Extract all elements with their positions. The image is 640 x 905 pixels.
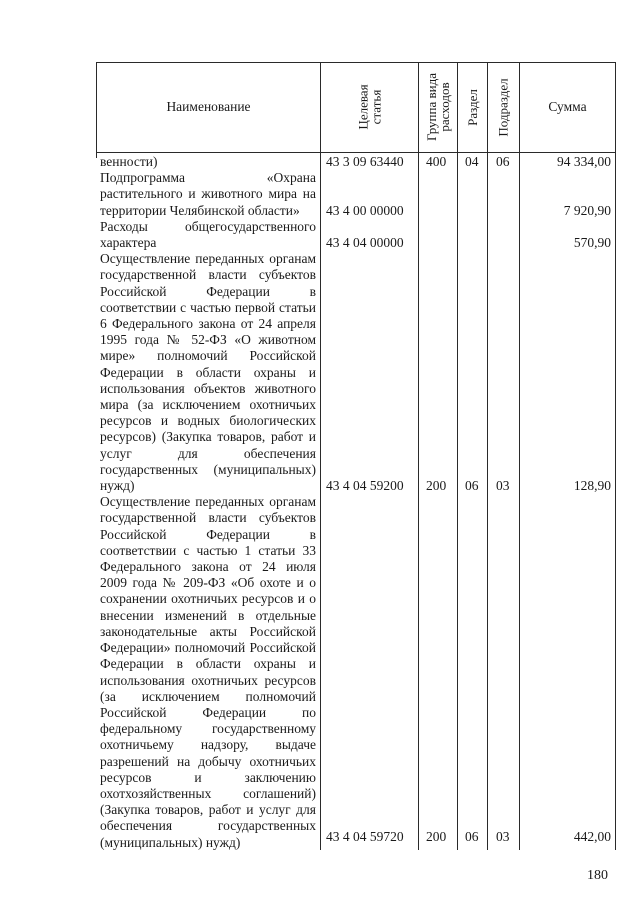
header-section-text: Раздел	[465, 88, 480, 126]
header-expense-group	[419, 62, 457, 152]
col-divider-group	[457, 62, 458, 850]
row-group: 400	[426, 154, 447, 169]
row-code: 43 4 00 00000	[326, 203, 404, 218]
header-expense-group-text: Группа вида расходов	[424, 73, 453, 141]
header-sum-text: Сумма	[548, 99, 587, 114]
header-target-article	[321, 62, 418, 152]
row-code: 43 4 04 59720	[326, 829, 404, 844]
name-column	[100, 154, 316, 851]
row-name: Осуществление переданных органам государственной власти субъектов Российской Федерации в соответствии с частью 1 статьи 33 Федерального закона от 24 июля 2009 года № 209-ФЗ «Об охоте и о сохранении охотничьих ресурсов и о внесении изменений в отдельные законодательные акты Российской Федерации» полномочий Российской Федерации в области охраны и использования охотничьих ресурсов (за исключением полномочий Российской Федерации по федеральному государственному охотничьему надзору, выдаче разрешений на добычу охотничьих ресурсов и заключению охотхозяйственных соглашений) (Закупка товаров, работ и услуг для обеспечения государственных (муниципальных) нужд)	[100, 494, 316, 850]
page-number: 180	[587, 868, 608, 883]
row-name: Осуществление переданных органам государственной власти субъектов Российской Федерации в соответствии с частью первой статьи 6 Федерального закона от 24 апреля 1995 года № 52-ФЗ «О животном мире» полномочий Российской Федерации в области охраны и использования объектов животного мира (за исключением охотничьих ресурсов и водных биологических ресурсов) (Закупка товаров, работ и услуг для обеспечения государственных (муниципальных) нужд)	[100, 251, 316, 494]
row-code: 43 3 09 63440	[326, 154, 404, 169]
row-sum: 94 334,00	[557, 154, 611, 169]
row-sum: 442,00	[573, 829, 611, 844]
col-divider-name	[320, 62, 321, 850]
row-name: Подпрограмма «Охрана растительного и животного мира на территории Челябинской области»	[100, 170, 316, 218]
header-subsection	[488, 62, 519, 152]
header-target-article-text: Целевая статья	[355, 84, 384, 130]
header-sum	[520, 62, 615, 152]
row-subsection: 03	[496, 478, 510, 493]
row-code: 43 4 04 59200	[326, 478, 404, 493]
row-subsection: 06	[496, 154, 510, 169]
row-name: венности)	[100, 154, 158, 169]
row-section: 06	[465, 829, 479, 844]
header-name	[97, 62, 320, 152]
row-subsection: 03	[496, 829, 510, 844]
row-section: 06	[465, 478, 479, 493]
row-group: 200	[426, 478, 447, 493]
col-divider-section	[487, 62, 488, 850]
header-subsection-text: Подраздел	[496, 77, 512, 137]
row-sum: 128,90	[573, 478, 611, 493]
row-sum: 7 920,90	[563, 203, 611, 218]
col-divider-code	[418, 62, 419, 850]
table-right-border	[615, 62, 616, 850]
header-section	[458, 62, 487, 152]
col-divider-subsection	[519, 62, 520, 850]
row-name: Расходы общегосударственного характера	[100, 218, 316, 251]
table-header-bottom-border	[96, 152, 616, 153]
header-name-text: Наименование	[166, 99, 251, 114]
row-sum: 570,90	[573, 235, 611, 250]
row-group: 200	[426, 829, 447, 844]
row-code: 43 4 04 00000	[326, 235, 404, 250]
row-section: 04	[465, 154, 479, 169]
